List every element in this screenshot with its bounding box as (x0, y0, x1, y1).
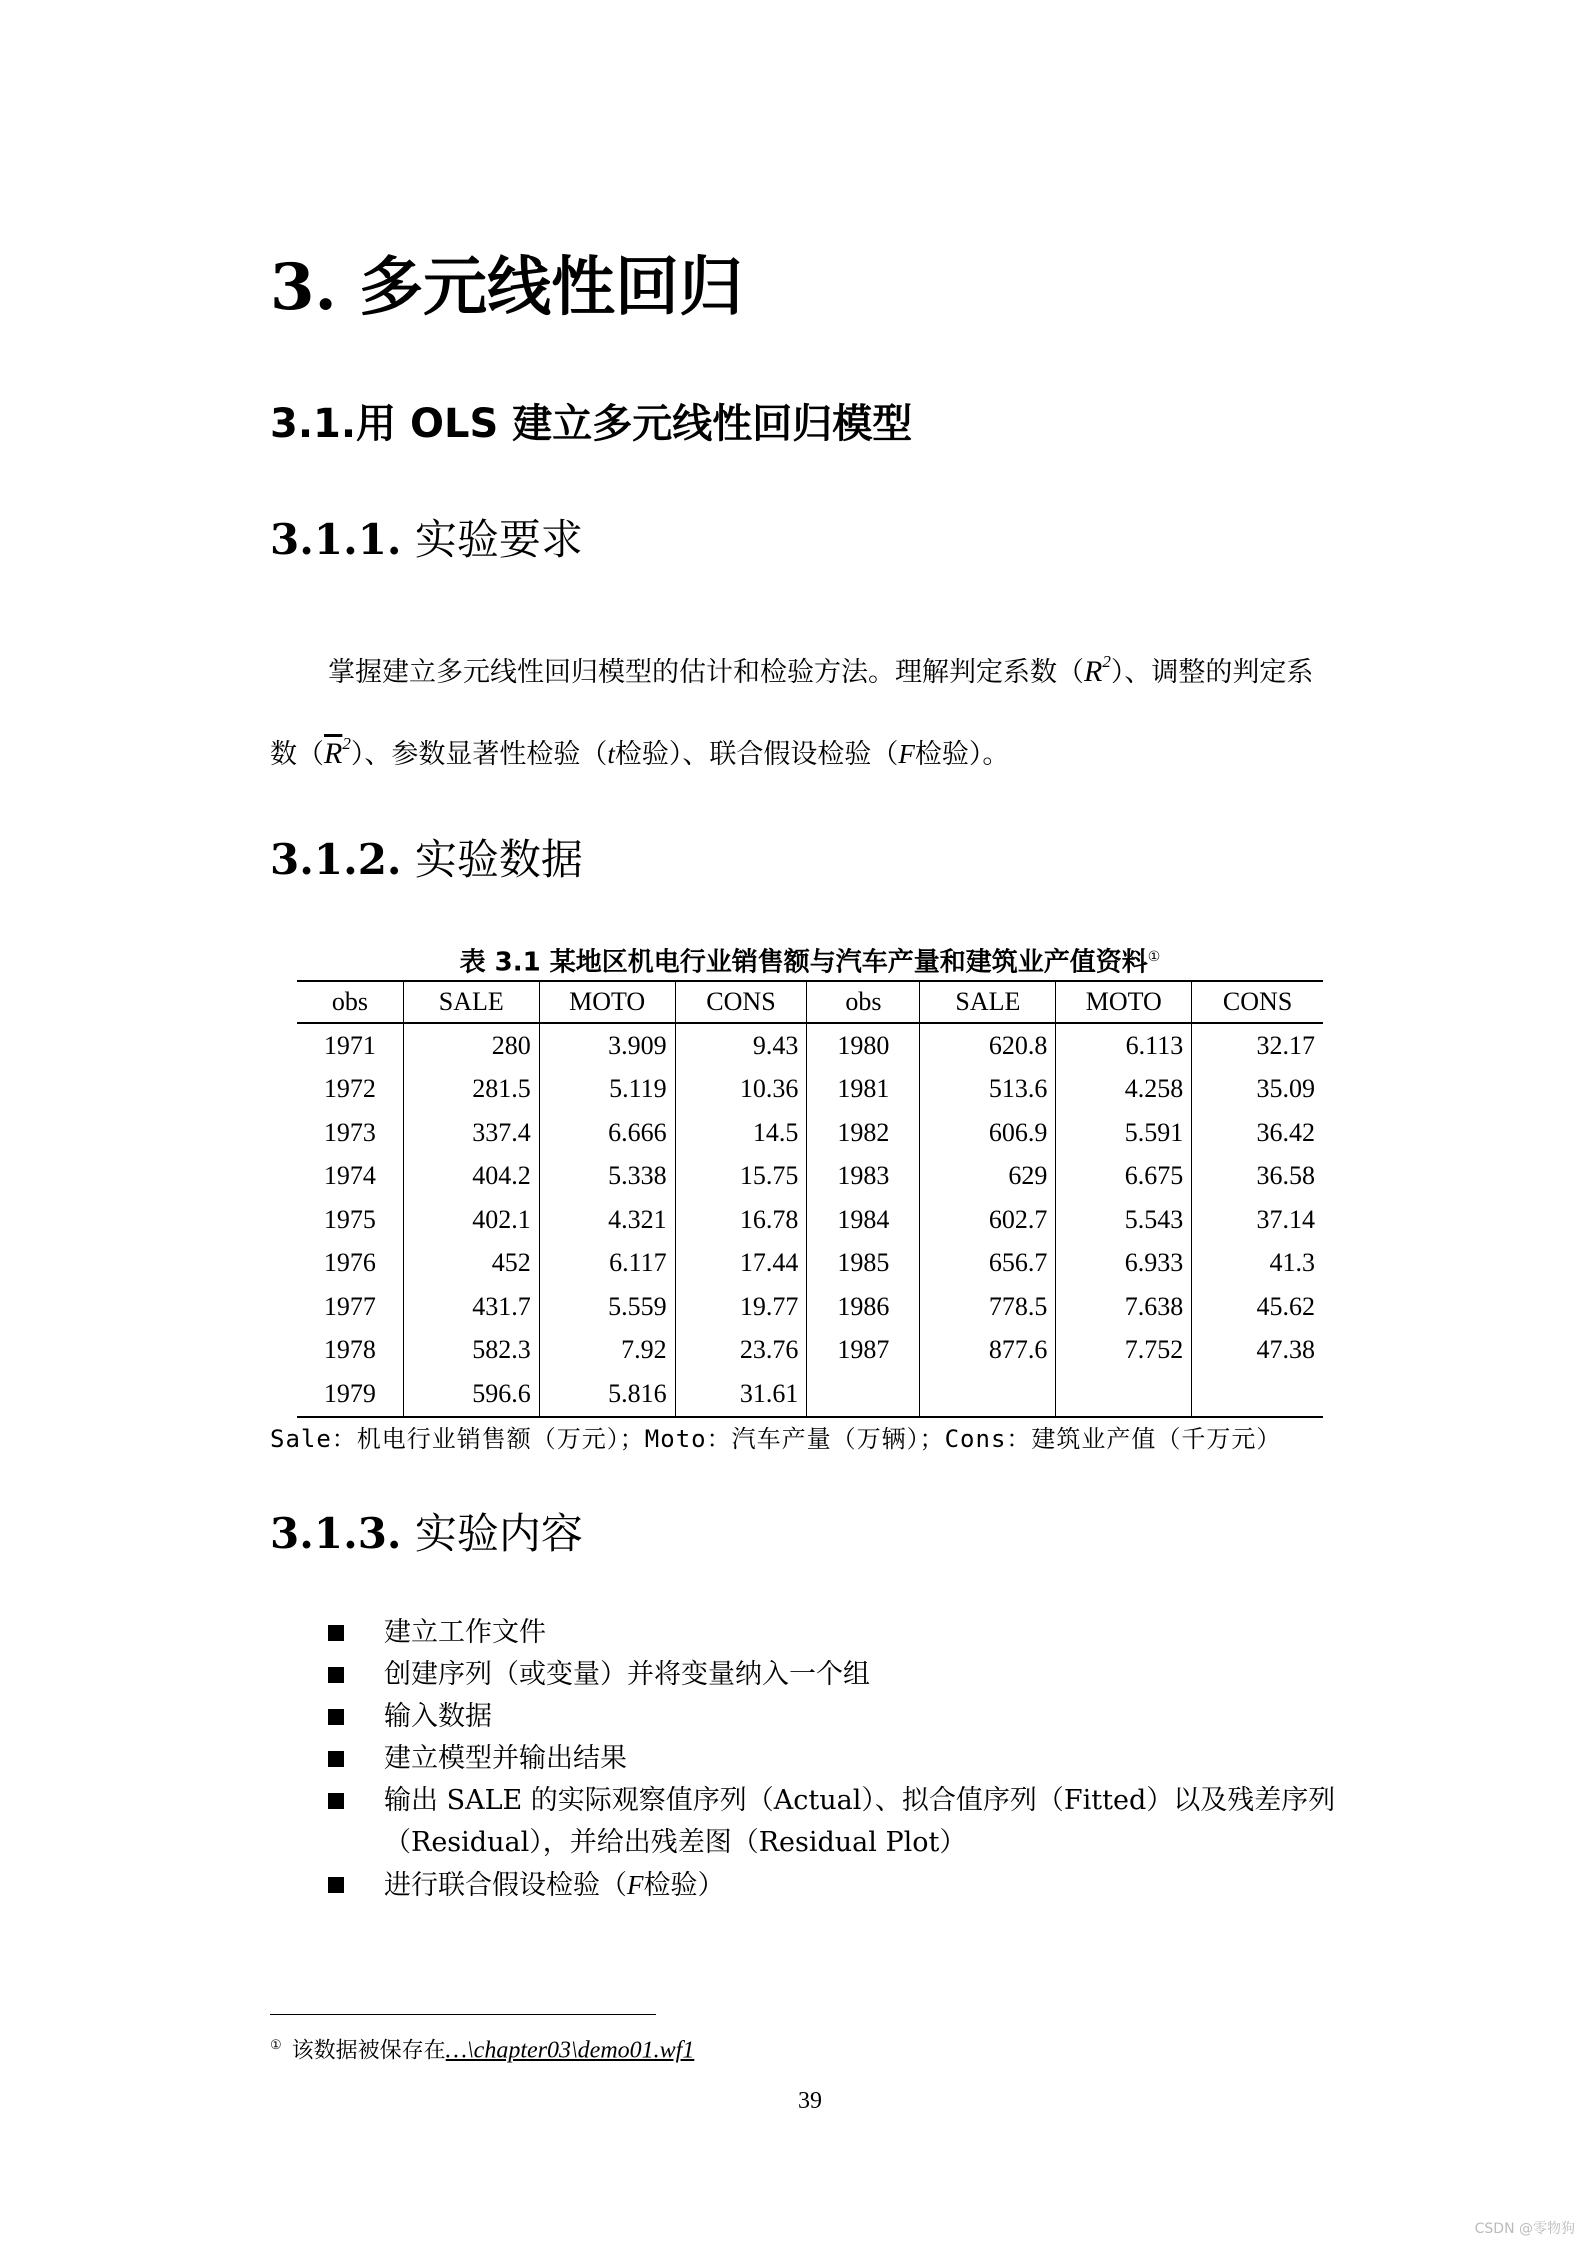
table-cell: 4.258 (1056, 1068, 1192, 1112)
table-cell: 1986 (807, 1285, 920, 1329)
table-cell: 1972 (323, 1074, 376, 1104)
table-row (297, 1329, 1323, 1373)
list-item-text: 输入数据 (384, 1701, 492, 1732)
list-item (328, 1696, 1378, 1738)
column-header: CONS (1192, 981, 1323, 1023)
f-symbol: F (898, 739, 915, 769)
table-cell: 1982 (807, 1111, 920, 1155)
column-header: obs (297, 981, 403, 1023)
subsection-number: 3.1.1. (270, 515, 402, 564)
table-cell: 1974 (323, 1161, 376, 1191)
adjusted-r-squared-symbol (324, 734, 351, 770)
footnote-file-path: …\chapter03\demo01.wf1 (445, 2037, 695, 2064)
table-cell: 19.77 (675, 1285, 807, 1329)
table-cell: 10.36 (675, 1068, 807, 1112)
table-row (297, 1155, 1323, 1199)
table-cell: 596.6 (403, 1372, 539, 1417)
table-cell: 5.559 (539, 1285, 675, 1329)
subsection-number: 3.1.3. (270, 1509, 402, 1558)
table-row (297, 1198, 1323, 1242)
column-header: SALE (403, 981, 539, 1023)
table-cell: 404.2 (403, 1155, 539, 1199)
table-cell: 41.3 (1192, 1242, 1323, 1286)
text-run: ）、参数显著性检验（ (350, 739, 608, 770)
page-number: 39 (798, 2088, 822, 2114)
table-cell: 5.543 (1056, 1198, 1192, 1242)
table-cell: 36.42 (1192, 1111, 1323, 1155)
table-row (297, 1068, 1323, 1112)
exponent: 2 (1102, 652, 1111, 671)
subsection-number: 3.1.2. (270, 835, 402, 884)
table-cell: 1978 (323, 1335, 376, 1365)
table-cell: 1981 (807, 1068, 920, 1112)
symbol: $\overline{R}$ (324, 737, 343, 770)
table-header-row (297, 981, 1323, 1023)
table-cell: 47.38 (1192, 1329, 1323, 1373)
exponent: 2 (342, 734, 351, 753)
chapter-title: 3. 多元线性回归 (270, 250, 744, 325)
table-cell (807, 1372, 920, 1417)
table-cell: 452 (403, 1242, 539, 1286)
table-cell: 281.5 (403, 1068, 539, 1112)
table-cell: 1984 (807, 1198, 920, 1242)
square-bullet-icon (328, 1667, 344, 1683)
footnote (270, 2030, 694, 2067)
table-cell (1192, 1372, 1323, 1417)
square-bullet-icon (328, 1625, 344, 1641)
footnote-text: 该数据被保存在 (291, 2038, 446, 2064)
table-note: Sale：机电行业销售额（万元）；Moto：汽车产量（万辆）；Cons：建筑业产值（千万元） (270, 1425, 1282, 1453)
text-run: 数（ (270, 739, 324, 770)
table-cell: 1971 (323, 1030, 376, 1060)
subsection-heading-requirements (270, 512, 583, 568)
table-cell: 5.119 (539, 1068, 675, 1112)
table-cell: 32.17 (1192, 1023, 1323, 1068)
list-item-text: 检验） (643, 1870, 725, 1901)
table-cell: 1980 (807, 1023, 920, 1068)
table-cell: 606.9 (920, 1111, 1056, 1155)
table-cell: 513.6 (920, 1068, 1056, 1112)
r-squared-symbol (1084, 652, 1111, 688)
list-item-text: 建立模型并输出结果 (384, 1743, 627, 1774)
list-item-text: 创建序列（或变量）并将变量纳入一个组 (384, 1659, 870, 1690)
contents-list (328, 1612, 1378, 1907)
f-symbol: F (627, 1870, 644, 1900)
table-cell: 7.92 (539, 1329, 675, 1373)
table-cell: 9.43 (675, 1023, 807, 1068)
table-cell: 280 (403, 1023, 539, 1068)
caption-text: 表 3.1 某地区机电行业销售额与汽车产量和建筑业产值资料 (459, 947, 1148, 978)
footnote-divider (270, 2014, 656, 2015)
table-cell: 5.816 (539, 1372, 675, 1417)
column-header: MOTO (1056, 981, 1192, 1023)
table-cell: 35.09 (1192, 1068, 1323, 1112)
table-cell: 1977 (323, 1291, 376, 1321)
table-cell: 582.3 (403, 1329, 539, 1373)
column-header: obs (807, 981, 920, 1023)
table-cell: 7.638 (1056, 1285, 1192, 1329)
requirements-paragraph-line1 (328, 642, 1418, 693)
text-run: 检验）。 (914, 739, 1010, 770)
table-row (297, 1242, 1323, 1286)
table-cell: 5.591 (1056, 1111, 1192, 1155)
table-cell: 620.8 (920, 1023, 1056, 1068)
subsection-title: 实验数据 (414, 835, 583, 884)
list-item (328, 1780, 1378, 1864)
table-cell: 5.338 (539, 1155, 675, 1199)
table-cell: 36.58 (1192, 1155, 1323, 1199)
table-cell: 14.5 (675, 1111, 807, 1155)
table-cell: 4.321 (539, 1198, 675, 1242)
table-cell: 1983 (807, 1155, 920, 1199)
table-cell: 337.4 (403, 1111, 539, 1155)
footnote-marker: ① (1147, 949, 1161, 965)
table-cell: 6.933 (1056, 1242, 1192, 1286)
table-caption (300, 940, 1320, 980)
text-run: 检验）、联合假设检验（ (614, 739, 899, 770)
table-cell: 1975 (323, 1204, 376, 1234)
table-cell: 45.62 (1192, 1285, 1323, 1329)
table-row (297, 1023, 1323, 1068)
table-cell: 37.14 (1192, 1198, 1323, 1242)
list-item (328, 1612, 1378, 1654)
square-bullet-icon (328, 1877, 344, 1893)
table-cell: 1985 (807, 1242, 920, 1286)
table-cell (1056, 1372, 1192, 1417)
table-cell: 7.752 (1056, 1329, 1192, 1373)
table-cell: 23.76 (675, 1329, 807, 1373)
table-cell: 6.675 (1056, 1155, 1192, 1199)
square-bullet-icon (328, 1793, 344, 1809)
table-cell: 402.1 (403, 1198, 539, 1242)
table-row (297, 1111, 1323, 1155)
table-cell: 629 (920, 1155, 1056, 1199)
subsection-heading-data (270, 832, 583, 888)
subsection-heading-contents (270, 1506, 583, 1562)
list-item-text: 输出 SALE 的实际观察值序列（Actual）、拟合值序列（Fitted）以及残差序列 (384, 1785, 1336, 1816)
list-item-text: 建立工作文件 (384, 1617, 546, 1648)
list-item (328, 1864, 1378, 1907)
table-cell: 15.75 (675, 1155, 807, 1199)
table-cell: 1976 (323, 1248, 376, 1278)
table-cell: 6.666 (539, 1111, 675, 1155)
table-row (297, 1285, 1323, 1329)
section-title: 3.1.用 OLS 建立多元线性回归模型 (270, 401, 913, 447)
column-header: CONS (675, 981, 807, 1023)
table-row (297, 1372, 1323, 1417)
list-item-text: 进行联合假设检验（ (384, 1870, 627, 1901)
t-symbol: t (607, 739, 615, 769)
table-cell: 1979 (297, 1372, 403, 1417)
footnote-marker: ① (270, 2038, 282, 2053)
watermark: CSDN @零物狗 (1474, 2221, 1575, 2237)
table-cell: 17.44 (675, 1242, 807, 1286)
list-item (328, 1654, 1378, 1696)
table-body (297, 1023, 1323, 1417)
table-cell: 431.7 (403, 1285, 539, 1329)
table-cell: 1973 (323, 1117, 376, 1147)
table-cell: 1987 (807, 1329, 920, 1373)
table-cell: 656.7 (920, 1242, 1056, 1286)
requirements-paragraph-line2 (270, 724, 1360, 775)
list-item-continuation: （Residual），并给出残差图（Residual Plot） (384, 1827, 967, 1858)
table-cell: 602.7 (920, 1198, 1056, 1242)
table-cell: 6.117 (539, 1242, 675, 1286)
text-run: 掌握建立多元线性回归模型的估计和检验方法。理解判定系数（ (328, 657, 1084, 688)
table-cell: 877.6 (920, 1329, 1056, 1373)
column-header: MOTO (539, 981, 675, 1023)
table-cell (920, 1372, 1056, 1417)
table-cell: 3.909 (539, 1023, 675, 1068)
subsection-title: 实验内容 (414, 1509, 583, 1558)
data-table (297, 980, 1323, 1418)
column-header: SALE (920, 981, 1056, 1023)
table-cell: 16.78 (675, 1198, 807, 1242)
symbol: R (1084, 655, 1103, 688)
table-cell: 778.5 (920, 1285, 1056, 1329)
subsection-title: 实验要求 (414, 515, 583, 564)
square-bullet-icon (328, 1709, 344, 1725)
square-bullet-icon (328, 1751, 344, 1767)
table-cell: 31.61 (675, 1372, 807, 1417)
table-cell: 6.113 (1056, 1023, 1192, 1068)
text-run: ）、调整的判定系 (1110, 657, 1314, 688)
list-item (328, 1738, 1378, 1780)
